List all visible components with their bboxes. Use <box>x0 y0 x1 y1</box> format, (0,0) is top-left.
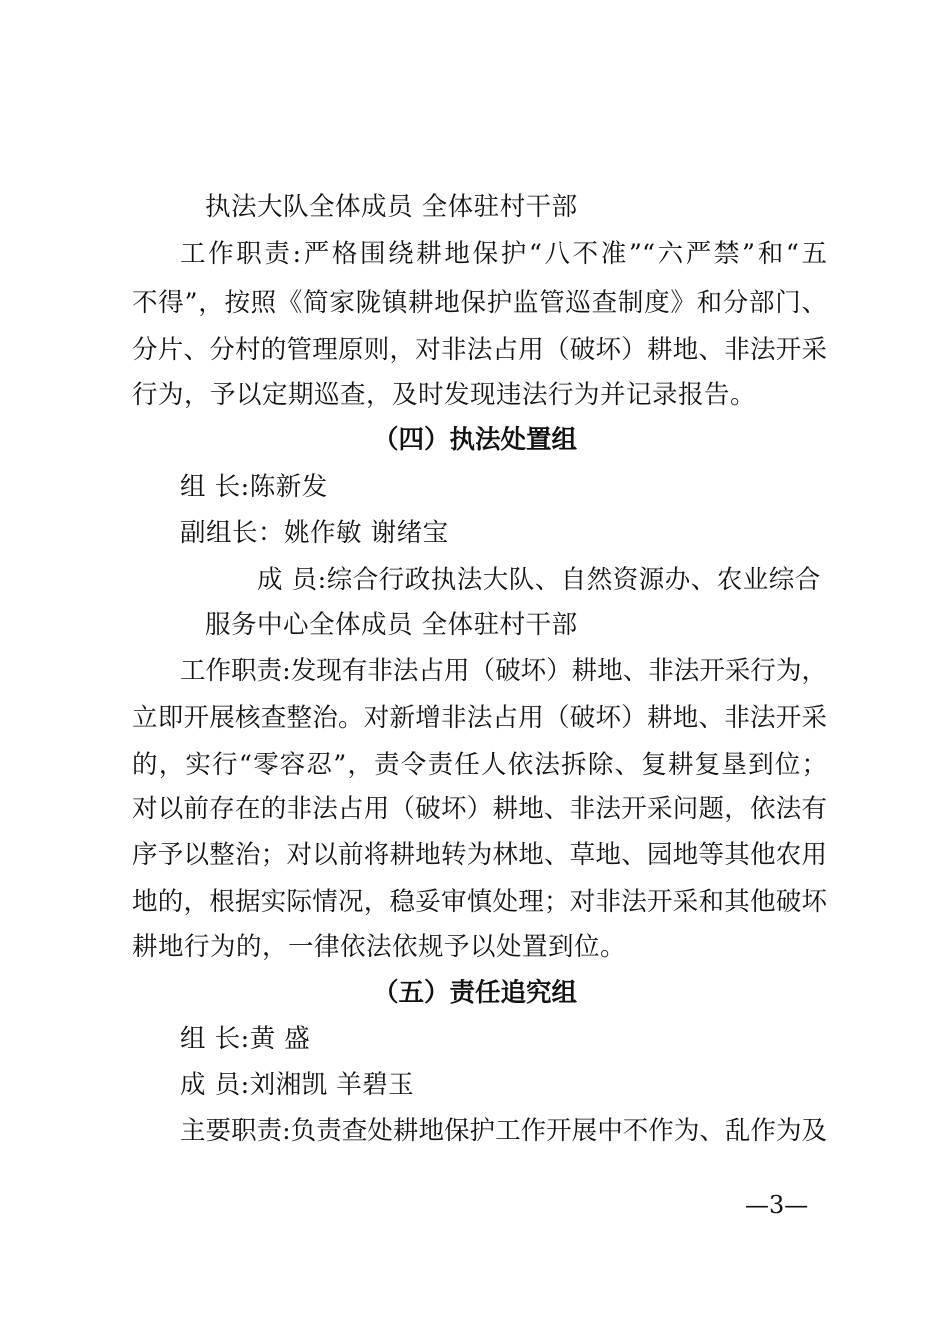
duty-line: 的，实行“零容忍”，责令责任人依法拆除、复耕复垦到位； <box>132 750 827 780</box>
duty-line: 耕地行为的，一律依法依规予以处置到位。 <box>132 932 627 962</box>
page-number: —3— <box>745 1191 809 1219</box>
duty-line: 地的，根据实际情况，稳妥审慎处理；对非法开采和其他破坏 <box>132 887 827 917</box>
duty-line: 序予以整治；对以前将耕地转为林地、草地、园地等其他农用 <box>132 840 827 870</box>
group-members-continuation: 服务中心全体成员 全体驻村干部 <box>205 610 578 640</box>
deputy-leader: 副组长：姚作敏 谢绪宝 <box>180 518 449 548</box>
group-leader: 组 长:陈新发 <box>180 472 328 502</box>
group-members: 成 员:刘湘凯 羊碧玉 <box>180 1070 415 1100</box>
members-continuation: 执法大队全体成员 全体驻村干部 <box>205 192 578 222</box>
duty-line: 主要职责:负责查处耕地保护工作开展中不作为、乱作为及 <box>180 1116 827 1146</box>
duty-line: 立即开展核查整治。对新增非法占用（破坏）耕地、非法开采 <box>132 703 827 733</box>
duty-line: 分片、分村的管理原则，对非法占用（破坏）耕地、非法开采 <box>132 335 827 365</box>
duty-line: 行为，予以定期巡查，及时发现违法行为并记录报告。 <box>132 380 757 410</box>
section-heading: （四）执法处置组 <box>372 425 577 455</box>
duty-line: 工作职责:发现有非法占用（破坏）耕地、非法开采行为， <box>180 656 827 686</box>
group-leader: 组 长:黄 盛 <box>180 1024 311 1054</box>
group-members: 成 员:综合行政执法大队、自然资源办、农业综合 <box>257 565 821 595</box>
duty-line: 不得”，按照《简家陇镇耕地保护监管巡查制度》和分部门、 <box>132 288 827 318</box>
duty-line: 工作职责:严格围绕耕地保护“八不准”“六严禁”和“五 <box>180 239 827 269</box>
section-heading: （五）责任追究组 <box>372 978 577 1008</box>
duty-line: 对以前存在的非法占用（破坏）耕地、非法开采问题，依法有 <box>132 794 827 824</box>
